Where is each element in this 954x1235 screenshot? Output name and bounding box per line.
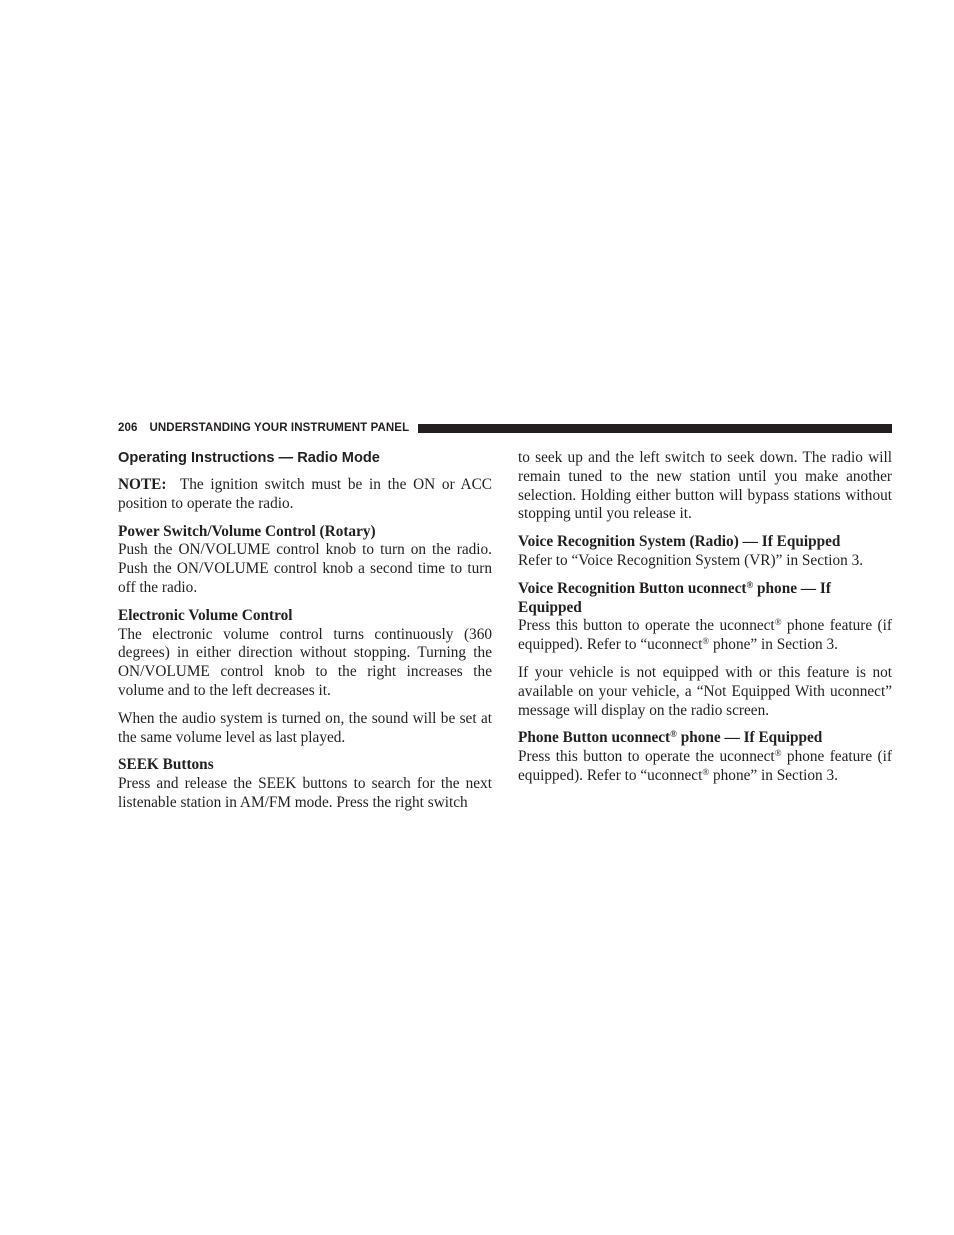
volume-control-text: The electronic volume control turns continuously (360 degrees) in either direction without stopping. Turning the ON/VOLUME control knob to the right increases the volume and to the left decreases it. [118, 625, 492, 699]
note-paragraph [118, 476, 492, 514]
phone-button-heading-b: phone — If Equipped [676, 729, 823, 747]
phone-button-heading [518, 729, 892, 748]
vr-button-text [518, 617, 892, 655]
seek-buttons-heading: SEEK Buttons [118, 756, 214, 774]
phone-button-text-b: phone feature (if equipped). Refer to “uconnect [518, 748, 892, 784]
header-rule [418, 424, 892, 433]
registered-mark: ® [702, 636, 710, 647]
seek-buttons-text: Press and release the SEEK buttons to search for the next listenable station in AM/FM mode. Press the right switch [118, 775, 492, 811]
running-title: UNDERSTANDING YOUR INSTRUMENT PANEL [149, 422, 410, 434]
section-title: Operating Instructions — Radio Mode [118, 450, 380, 466]
vr-button-heading-b: phone — If Equipped [518, 579, 831, 616]
vr-button-heading-a: Voice Recognition Button uconnect [518, 579, 747, 597]
registered-mark: ® [774, 748, 782, 759]
vr-button-text-b: phone feature (if equipped). Refer to “uconnect [518, 617, 892, 654]
vr-button-heading [518, 580, 892, 618]
voice-recognition-heading: Voice Recognition System (Radio) — If Equipped [518, 533, 841, 551]
page-number: 206 [118, 422, 138, 434]
phone-button-text-c: phone” in Section 3. [709, 766, 838, 784]
note-label: NOTE: [118, 476, 167, 493]
audio-system-text: When the audio system is turned on, the sound will be set at the same volume level as last played. [118, 709, 492, 746]
power-switch-heading: Power Switch/Volume Control (Rotary) [118, 522, 376, 540]
registered-mark: ® [670, 729, 677, 740]
note-text: The ignition switch must be in the ON or ACC position to operate the radio. [118, 476, 493, 512]
vr-button-text-c: phone” in Section 3. [709, 636, 838, 654]
registered-mark: ® [746, 579, 754, 590]
left-column [118, 449, 492, 813]
phone-button-text-a: Press this button to operate the uconnect [518, 748, 775, 766]
phone-button-heading-a: Phone Button uconnect [518, 729, 671, 747]
power-switch-text: Push the ON/VOLUME control knob to turn on the radio. Push the ON/VOLUME control knob a second time to turn off the radio. [118, 541, 492, 596]
volume-control-heading: Electronic Volume Control [118, 606, 293, 624]
not-equipped-text: If your vehicle is not equipped with or this feature is not available on your vehicle, a “Not Equipped With uconnect” message will display on the radio screen. [518, 663, 892, 719]
phone-button-text [518, 748, 892, 786]
voice-recognition-text: Refer to “Voice Recognition System (VR)” in Section 3. [518, 551, 864, 569]
registered-mark: ® [774, 617, 782, 628]
vr-button-text-a: Press this button to operate the uconnect [518, 617, 775, 635]
registered-mark: ® [702, 766, 710, 777]
seek-continued-text: to seek up and the left switch to seek down. The radio will remain tuned to the new station until you make another selection. Holding either button will bypass stations without stopping until you release it. [518, 449, 892, 523]
page-header [118, 419, 892, 437]
right-column [518, 449, 892, 786]
